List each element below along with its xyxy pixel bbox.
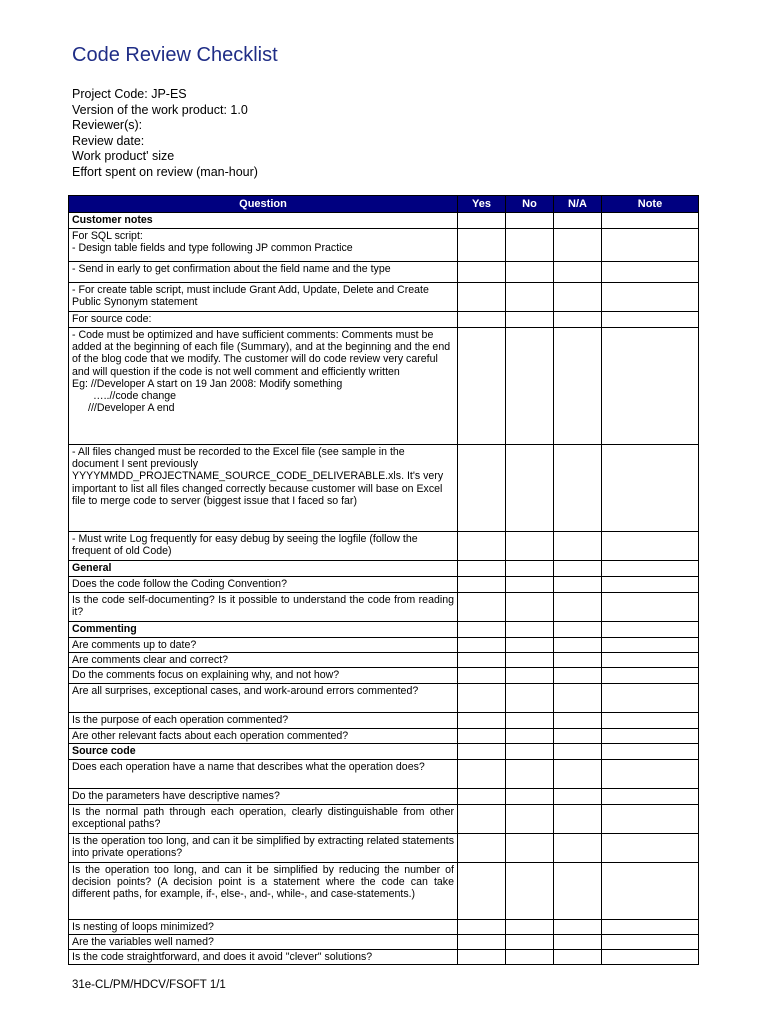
no-cell[interactable] xyxy=(506,653,554,668)
na-cell[interactable] xyxy=(554,668,602,683)
question-cell: Is the normal path through each operation, clearly distinguishable from other exceptional paths? xyxy=(69,804,458,833)
na-cell[interactable] xyxy=(554,935,602,950)
na-cell[interactable] xyxy=(554,638,602,653)
note-cell[interactable] xyxy=(602,759,699,788)
question-cell: Does the code follow the Coding Convention? xyxy=(69,577,458,593)
table-row xyxy=(69,683,699,712)
note-cell[interactable] xyxy=(602,328,699,445)
question-cell: Is the operation too long, and can it be simplified by extracting related statements into private operations? xyxy=(69,833,458,862)
table-row xyxy=(69,935,699,950)
header-note: Note xyxy=(602,196,699,213)
na-cell[interactable] xyxy=(554,262,602,283)
na-cell[interactable] xyxy=(554,229,602,262)
yes-cell[interactable] xyxy=(458,743,506,759)
note-cell[interactable] xyxy=(602,312,699,328)
note-cell[interactable] xyxy=(602,593,699,622)
yes-cell[interactable] xyxy=(458,950,506,965)
yes-cell[interactable] xyxy=(458,593,506,622)
table-row xyxy=(69,445,699,532)
no-cell[interactable] xyxy=(506,312,554,328)
note-cell[interactable] xyxy=(602,862,699,919)
na-cell[interactable] xyxy=(554,950,602,965)
question-cell: Are comments clear and correct? xyxy=(69,653,458,668)
no-cell[interactable] xyxy=(506,638,554,653)
question-cell: For source code: xyxy=(69,312,458,328)
header-na: N/A xyxy=(554,196,602,213)
na-cell[interactable] xyxy=(554,653,602,668)
question-cell: Is the purpose of each operation commented? xyxy=(69,712,458,728)
note-cell[interactable] xyxy=(602,919,699,934)
table-row xyxy=(69,804,699,833)
note-cell[interactable] xyxy=(602,638,699,653)
no-cell[interactable] xyxy=(506,683,554,712)
no-cell[interactable] xyxy=(506,445,554,532)
no-cell[interactable] xyxy=(506,804,554,833)
question-cell: Are comments up to date? xyxy=(69,638,458,653)
document-footer: 31e-CL/PM/HDCV/FSOFT 1/1 xyxy=(72,979,226,991)
na-cell[interactable] xyxy=(554,759,602,788)
question-cell: Is the operation too long, and can it be simplified by reducing the number of decision points? (A decision point is a statement where the code can take different paths, for example, if-, else-, and-, while-, and case-statements.) xyxy=(69,862,458,919)
note-cell[interactable] xyxy=(602,668,699,683)
table-row xyxy=(69,229,699,262)
note-cell[interactable] xyxy=(602,804,699,833)
table-row xyxy=(69,283,699,312)
question-cell: - Send in early to get confirmation about the field name and the type xyxy=(69,262,458,283)
reviewers: Reviewer(s): xyxy=(72,118,143,132)
no-cell[interactable] xyxy=(506,728,554,743)
na-cell[interactable] xyxy=(554,919,602,934)
na-cell[interactable] xyxy=(554,213,602,229)
yes-cell[interactable] xyxy=(458,862,506,919)
na-cell[interactable] xyxy=(554,683,602,712)
yes-cell[interactable] xyxy=(458,213,506,229)
na-cell[interactable] xyxy=(554,445,602,532)
question-cell: Is nesting of loops minimized? xyxy=(69,919,458,934)
na-cell[interactable] xyxy=(554,328,602,445)
yes-cell[interactable] xyxy=(458,712,506,728)
document-meta xyxy=(72,87,258,180)
section-row xyxy=(69,622,699,638)
note-cell[interactable] xyxy=(602,532,699,561)
note-cell[interactable] xyxy=(602,445,699,532)
no-cell[interactable] xyxy=(506,935,554,950)
no-cell[interactable] xyxy=(506,229,554,262)
note-cell[interactable] xyxy=(602,935,699,950)
section-title: General xyxy=(69,561,458,577)
table-row xyxy=(69,638,699,653)
note-cell[interactable] xyxy=(602,788,699,804)
table-row xyxy=(69,668,699,683)
no-cell[interactable] xyxy=(506,833,554,862)
no-cell[interactable] xyxy=(506,577,554,593)
yes-cell[interactable] xyxy=(458,622,506,638)
na-cell[interactable] xyxy=(554,593,602,622)
na-cell[interactable] xyxy=(554,804,602,833)
yes-cell[interactable] xyxy=(458,312,506,328)
no-cell[interactable] xyxy=(506,712,554,728)
table-row xyxy=(69,862,699,919)
no-cell[interactable] xyxy=(506,593,554,622)
header-no: No xyxy=(506,196,554,213)
table-row xyxy=(69,728,699,743)
yes-cell[interactable] xyxy=(458,561,506,577)
na-cell[interactable] xyxy=(554,577,602,593)
yes-cell[interactable] xyxy=(458,653,506,668)
section-title: Customer notes xyxy=(69,213,458,229)
no-cell[interactable] xyxy=(506,561,554,577)
yes-cell[interactable] xyxy=(458,935,506,950)
review-date: Review date: xyxy=(72,133,145,148)
question-cell: Do the comments focus on explaining why, and not how? xyxy=(69,668,458,683)
note-cell[interactable] xyxy=(602,653,699,668)
table-row xyxy=(69,759,699,788)
question-cell: Do the parameters have descriptive names? xyxy=(69,788,458,804)
table-row xyxy=(69,833,699,862)
no-cell[interactable] xyxy=(506,919,554,934)
no-cell[interactable] xyxy=(506,532,554,561)
question-cell: Is the code self-documenting? Is it possible to understand the code from reading it? xyxy=(69,593,458,622)
na-cell[interactable] xyxy=(554,743,602,759)
na-cell[interactable] xyxy=(554,283,602,312)
no-cell[interactable] xyxy=(506,262,554,283)
yes-cell[interactable] xyxy=(458,262,506,283)
no-cell[interactable] xyxy=(506,668,554,683)
table-row xyxy=(69,653,699,668)
yes-cell[interactable] xyxy=(458,833,506,862)
table-header xyxy=(69,196,699,213)
note-cell[interactable] xyxy=(602,728,699,743)
na-cell[interactable] xyxy=(554,862,602,919)
question-cell: - For create table script, must include Grant Add, Update, Delete and Create Public Synonym statement xyxy=(69,283,458,312)
question-cell: Is the code straightforward, and does it avoid "clever" solutions? xyxy=(69,950,458,965)
table-row xyxy=(69,919,699,934)
na-cell[interactable] xyxy=(554,833,602,862)
checklist-table xyxy=(68,195,699,965)
question-cell: - Code must be optimized and have sufficient comments: Comments must be added at the beginning of each file (Summary), and at the beginning and the end of the blog code that we modify. The customer will do code review very careful and will question if the code is not well comment and efficiently written Eg: //Developer A start on 19 Jan 2008: Modify something …..//code change ///Developer A end xyxy=(69,328,458,445)
note-cell[interactable] xyxy=(602,262,699,283)
yes-cell[interactable] xyxy=(458,577,506,593)
no-cell[interactable] xyxy=(506,743,554,759)
note-cell[interactable] xyxy=(602,229,699,262)
na-cell[interactable] xyxy=(554,312,602,328)
yes-cell[interactable] xyxy=(458,283,506,312)
table-row xyxy=(69,532,699,561)
header-yes: Yes xyxy=(458,196,506,213)
section-title: Commenting xyxy=(69,622,458,638)
yes-cell[interactable] xyxy=(458,788,506,804)
no-cell[interactable] xyxy=(506,213,554,229)
table-row xyxy=(69,577,699,593)
review-effort: Effort spent on review (man-hour) xyxy=(72,164,258,179)
yes-cell[interactable] xyxy=(458,759,506,788)
note-cell[interactable] xyxy=(602,833,699,862)
note-cell[interactable] xyxy=(602,950,699,965)
note-cell[interactable] xyxy=(602,683,699,712)
note-cell[interactable] xyxy=(602,712,699,728)
yes-cell[interactable] xyxy=(458,919,506,934)
section-title: Source code xyxy=(69,743,458,759)
yes-cell[interactable] xyxy=(458,638,506,653)
yes-cell[interactable] xyxy=(458,668,506,683)
question-cell: Are all surprises, exceptional cases, and work-around errors commented? xyxy=(69,683,458,712)
yes-cell[interactable] xyxy=(458,804,506,833)
work-product-size: Work product' size xyxy=(72,149,175,163)
na-cell[interactable] xyxy=(554,788,602,804)
header-question: Question xyxy=(69,196,458,213)
table-row xyxy=(69,593,699,622)
yes-cell[interactable] xyxy=(458,229,506,262)
question-cell: - Must write Log frequently for easy debug by seeing the logfile (follow the frequent of old Code) xyxy=(69,532,458,561)
note-cell[interactable] xyxy=(602,577,699,593)
na-cell[interactable] xyxy=(554,712,602,728)
question-cell: For SQL script: - Design table fields and type following JP common Practice xyxy=(69,229,458,262)
note-cell[interactable] xyxy=(602,213,699,229)
na-cell[interactable] xyxy=(554,532,602,561)
no-cell[interactable] xyxy=(506,759,554,788)
no-cell[interactable] xyxy=(506,788,554,804)
note-cell[interactable] xyxy=(602,622,699,638)
no-cell[interactable] xyxy=(506,283,554,312)
yes-cell[interactable] xyxy=(458,532,506,561)
yes-cell[interactable] xyxy=(458,328,506,445)
na-cell[interactable] xyxy=(554,561,602,577)
table-row xyxy=(69,312,699,328)
note-cell[interactable] xyxy=(602,283,699,312)
yes-cell[interactable] xyxy=(458,728,506,743)
yes-cell[interactable] xyxy=(458,445,506,532)
question-cell: Does each operation have a name that describes what the operation does? xyxy=(69,759,458,788)
table-row xyxy=(69,788,699,804)
question-cell: Are other relevant facts about each operation commented? xyxy=(69,728,458,743)
no-cell[interactable] xyxy=(506,950,554,965)
table-row xyxy=(69,950,699,965)
note-cell[interactable] xyxy=(602,743,699,759)
section-row xyxy=(69,561,699,577)
note-cell[interactable] xyxy=(602,561,699,577)
section-row xyxy=(69,743,699,759)
table-row xyxy=(69,262,699,283)
na-cell[interactable] xyxy=(554,728,602,743)
no-cell[interactable] xyxy=(506,622,554,638)
question-cell: Are the variables well named? xyxy=(69,935,458,950)
no-cell[interactable] xyxy=(506,862,554,919)
table-row xyxy=(69,712,699,728)
yes-cell[interactable] xyxy=(458,683,506,712)
question-cell: - All files changed must be recorded to the Excel file (see sample in the document I sent previously YYYYMMDD_PROJECTNAME_SOURCE_CODE_DELIVERABLE.xls. It's very important to list all files changed correctly because customer will base on Excel file to merge code to server (biggest issue that I faced so far) xyxy=(69,445,458,532)
project-code: Project Code: JP-ES xyxy=(72,87,187,101)
document-title: Code Review Checklist xyxy=(72,44,278,66)
version: Version of the work product: 1.0 xyxy=(72,102,248,117)
no-cell[interactable] xyxy=(506,328,554,445)
section-row xyxy=(69,213,699,229)
table-row xyxy=(69,328,699,445)
na-cell[interactable] xyxy=(554,622,602,638)
